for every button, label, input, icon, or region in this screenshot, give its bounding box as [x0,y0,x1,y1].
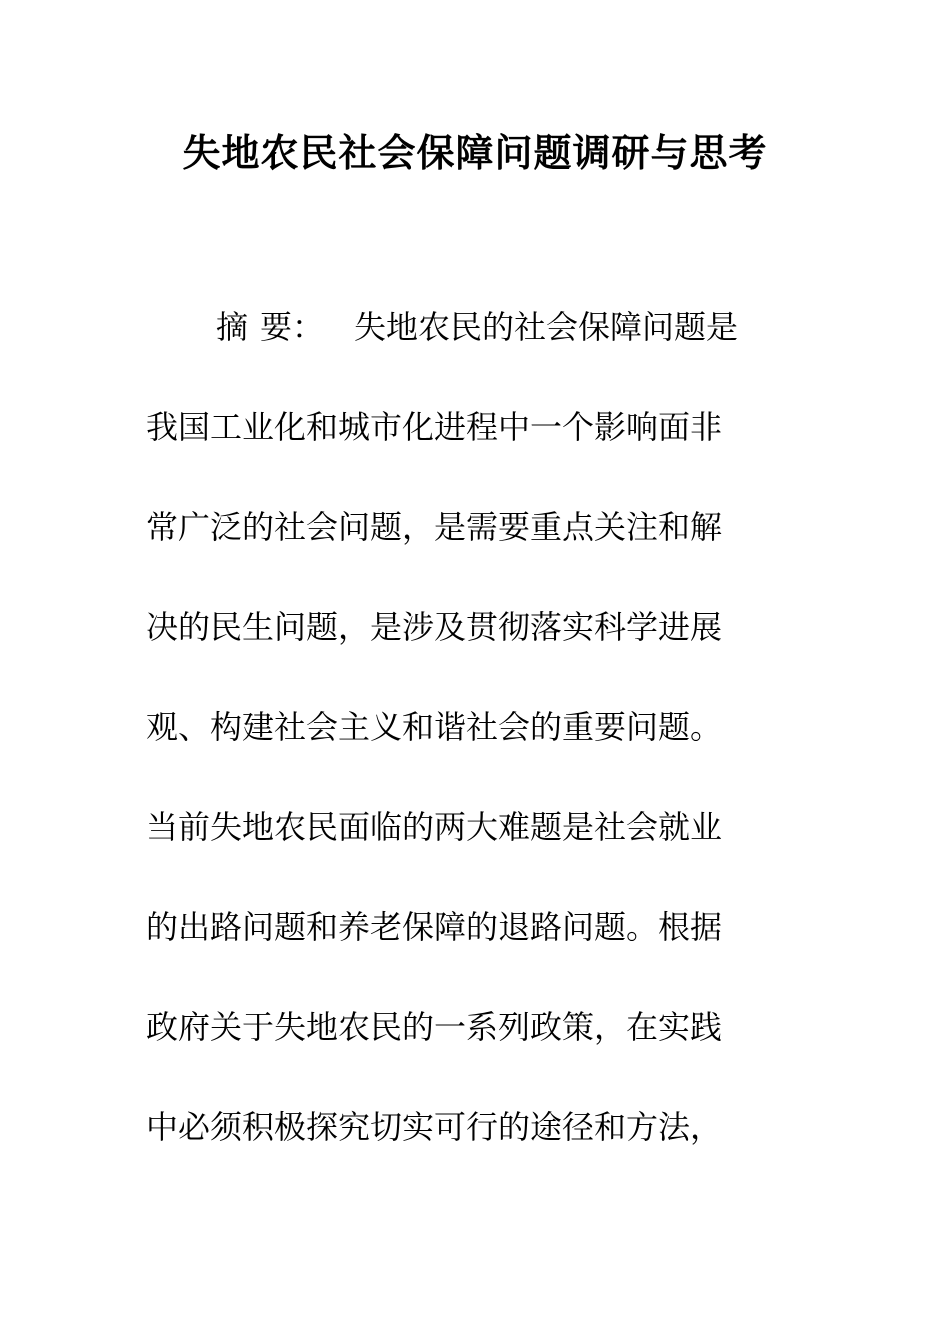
abstract-line-3: 常广泛的社会问题，是需要重点关注和解 [146,508,723,546]
abstract-label-part-1: 摘 [216,308,249,346]
abstract-label-part-2: 要： [260,308,325,346]
abstract-line-8: 政府关于失地农民的一系列政策，在实践 [146,1008,723,1046]
abstract-line-9: 中必须积极探究切实可行的途径和方法， [146,1108,723,1146]
abstract-line-4: 决的民生问题，是涉及贯彻落实科学进展 [146,608,723,646]
abstract-line-2: 我国工业化和城市化进程中一个影响面非 [146,408,723,446]
abstract-text-line-1: 失地农民的社会保障问题是 [354,308,739,346]
abstract-line-5: 观、构建社会主义和谐社会的重要问题。 [146,708,723,746]
document-title: 失地农民社会保障问题调研与思考 [182,130,768,175]
abstract-line-7: 的出路问题和养老保障的退路问题。根据 [146,908,723,946]
abstract-line-1 [146,302,786,402]
abstract-line-6: 当前失地农民面临的两大难题是社会就业 [146,808,723,846]
abstract-body [146,302,786,1202]
